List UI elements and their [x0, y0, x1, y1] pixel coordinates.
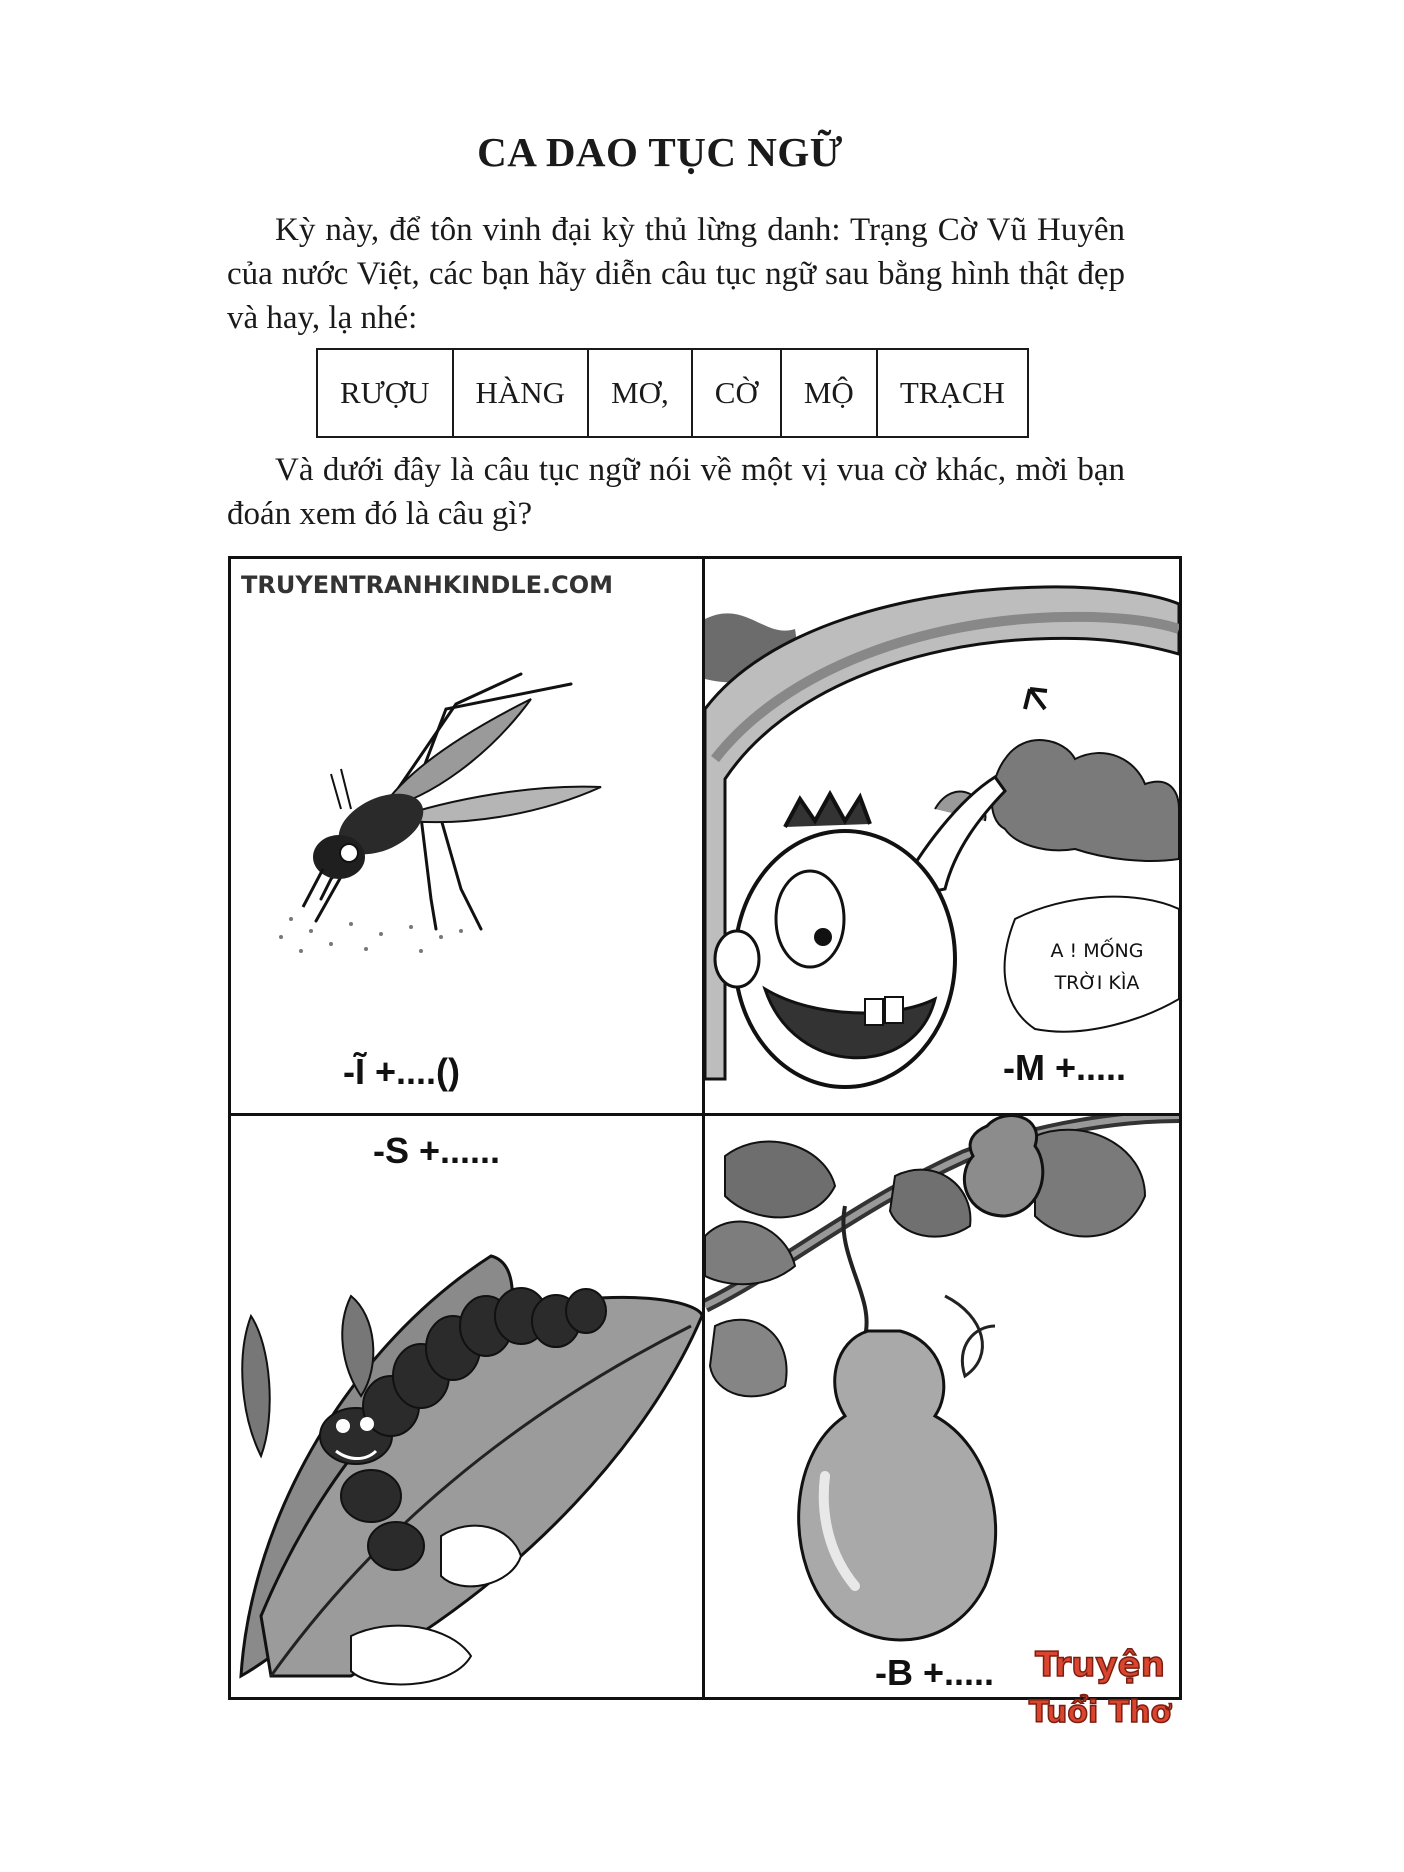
riddle-paragraph-text: Và dưới đây là câu tục ngữ nói về một vị vua cờ khác, mời bạn đoán xem đó là câu gì? [227, 452, 1125, 532]
word-cell: RƯỢU [317, 349, 453, 437]
mosquito-illustration [231, 559, 702, 1113]
panel2-hint: -M +..... [1003, 1047, 1127, 1088]
panel1-hint: -Ĩ +....() [343, 1051, 460, 1092]
comic-grid [228, 556, 1182, 1700]
word-cell: TRẠCH [877, 349, 1028, 437]
intro-paragraph-text: Kỳ này, để tôn vinh đại kỳ thủ lừng danh: Trạng Cờ Vũ Huyên của nước Việt, các bạn hãy diễn câu tục ngữ sau bằng hình thật đẹp và hay, lạ nhé: [227, 212, 1125, 336]
panel-mosquito [231, 559, 702, 1113]
site-watermark: TRUYENTRANHKINDLE.COM [241, 571, 614, 599]
truyen-tuoi-tho-logo [1020, 1632, 1180, 1740]
panel-rainbow [705, 559, 1179, 1113]
speech-bubble [1027, 935, 1167, 999]
speech-bubble-line: TRỜI KÌA [1054, 972, 1140, 994]
logo-line1: Truyện [1035, 1645, 1165, 1685]
word-cell: MƠ, [588, 349, 692, 437]
caterpillar-illustration [231, 1116, 702, 1697]
speech-bubble-line: A ! MỐNG [1050, 940, 1144, 962]
panel4-hint: -B +..... [875, 1652, 995, 1693]
rainbow-boy-illustration [705, 559, 1179, 1113]
intro-paragraph [227, 208, 1125, 340]
word-cell: HÀNG [453, 349, 589, 437]
riddle-paragraph [227, 448, 1125, 536]
word-cell: CỜ [692, 349, 781, 437]
page-title: CA DAO TỤC NGỮ [477, 129, 843, 175]
word-cell: MỘ [781, 349, 877, 437]
panel-gourd [705, 1116, 1179, 1697]
gourd-illustration [705, 1116, 1179, 1697]
panel3-hint: -S +...... [373, 1130, 501, 1171]
proverb-word-table [316, 348, 1029, 438]
logo-line2: Tuổi Thơ [1028, 1695, 1172, 1730]
panel-caterpillar [231, 1116, 702, 1697]
